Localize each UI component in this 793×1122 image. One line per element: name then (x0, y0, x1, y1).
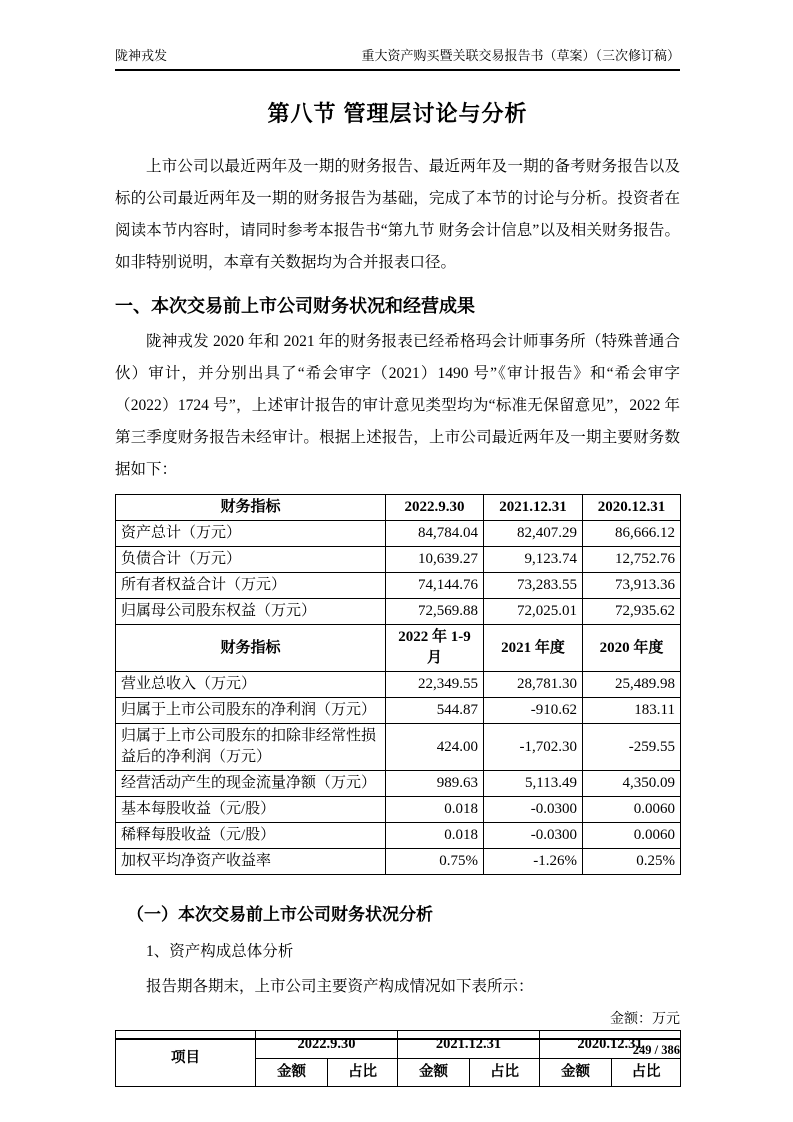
value-cell: -0.0300 (484, 797, 583, 823)
table-header-row (116, 625, 681, 672)
header-cell-period: 2020.12.31 (540, 1031, 681, 1059)
header-cell-item: 项目 (116, 1031, 256, 1087)
subheader-cell-amount: 金额 (256, 1059, 328, 1087)
subheader-cell-amount: 金额 (540, 1059, 612, 1087)
value-cell: 4,350.09 (583, 771, 681, 797)
header-cell: 2020 年度 (583, 625, 681, 672)
value-cell: -1,702.30 (484, 724, 583, 771)
header-cell-period: 2021.12.31 (398, 1031, 540, 1059)
value-cell: 84,784.04 (386, 521, 484, 547)
value-cell: 86,666.12 (583, 521, 681, 547)
value-cell: 10,639.27 (386, 547, 484, 573)
table-row (116, 521, 681, 547)
value-cell: 74,144.76 (386, 573, 484, 599)
value-cell: 28,781.30 (484, 672, 583, 698)
row-label-cell: 归属于上市公司股东的扣除非经常性损益后的净利润（万元） (116, 724, 386, 771)
row-label-cell: 所有者权益合计（万元） (116, 573, 386, 599)
table-row (116, 823, 681, 849)
header-cell: 2021.12.31 (484, 495, 583, 521)
financial-summary-table (115, 494, 681, 875)
header-cell: 2022.9.30 (386, 495, 484, 521)
header-cell: 2021 年度 (484, 625, 583, 672)
value-cell: 12,752.76 (583, 547, 681, 573)
header-cell: 2020.12.31 (583, 495, 681, 521)
value-cell: 424.00 (386, 724, 484, 771)
value-cell: -259.55 (583, 724, 681, 771)
row-label-cell: 经营活动产生的现金流量净额（万元） (116, 771, 386, 797)
value-cell: 22,349.55 (386, 672, 484, 698)
row-label-cell: 加权平均净资产收益率 (116, 849, 386, 875)
table-row (116, 698, 681, 724)
value-cell: 72,935.62 (583, 599, 681, 625)
header-cell: 财务指标 (116, 625, 386, 672)
value-cell: -0.0300 (484, 823, 583, 849)
heading-financial-status: 一、本次交易前上市公司财务状况和经营成果 (115, 296, 475, 316)
value-cell: 73,283.55 (484, 573, 583, 599)
header-company-name: 陇神戎发 (115, 48, 168, 63)
header-cell: 2022 年 1-9 月 (386, 625, 484, 672)
table-row (116, 573, 681, 599)
row-label-cell: 稀释每股收益（元/股） (116, 823, 386, 849)
audit-paragraph: 陇神戎发 2020 年和 2021 年的财务报表已经希格玛会计师事务所（特殊普通合伙）审计，并分别出具了“希会审字（2021）1490 号”《审计报告》和“希会审字（2022）1724 号”，上述审计报告的审计意见类型均为“标准无保留意见”，2022 年第三季度财务报告未经审计。根据上述报告，上市公司最近两年及一期主要财务数据如下： (115, 333, 680, 478)
table-row (116, 547, 681, 573)
value-cell: 0.0060 (583, 823, 681, 849)
subheading-asset-composition: 1、资产构成总体分析 (146, 943, 294, 960)
row-label-cell: 资产总计（万元） (116, 521, 386, 547)
subheader-cell-ratio: 占比 (470, 1059, 540, 1087)
header-doc-title: 重大资产购买暨关联交易报告书（草案）（三次修订稿） (361, 48, 680, 63)
lead-paragraph: 报告期各期末，上市公司主要资产构成情况如下表所示： (146, 978, 534, 995)
value-cell: 0.018 (386, 823, 484, 849)
value-cell: -1.26% (484, 849, 583, 875)
value-cell: 544.87 (386, 698, 484, 724)
value-cell: 82,407.29 (484, 521, 583, 547)
value-cell: 25,489.98 (583, 672, 681, 698)
value-cell: 72,025.01 (484, 599, 583, 625)
row-label-cell: 负债合计（万元） (116, 547, 386, 573)
page-number: 249 / 386 (632, 1043, 680, 1057)
subheader-cell-amount: 金额 (398, 1059, 470, 1087)
table-row (116, 771, 681, 797)
heading-financial-analysis: （一）本次交易前上市公司财务状况分析 (127, 905, 433, 924)
table-header-row (116, 495, 681, 521)
page-footer (115, 1038, 680, 1058)
value-cell: 0.0060 (583, 797, 681, 823)
table-row (116, 849, 681, 875)
section-title: 第八节 管理层讨论与分析 (267, 101, 528, 126)
header-cell: 财务指标 (116, 495, 386, 521)
table-row (116, 672, 681, 698)
subheader-cell-ratio: 占比 (612, 1059, 681, 1087)
value-cell: 0.75% (386, 849, 484, 875)
value-cell: 73,913.36 (583, 573, 681, 599)
value-cell: 5,113.49 (484, 771, 583, 797)
value-cell: 9,123.74 (484, 547, 583, 573)
header-cell-period: 2022.9.30 (256, 1031, 398, 1059)
value-cell: -910.62 (484, 698, 583, 724)
value-cell: 72,569.88 (386, 599, 484, 625)
intro-paragraph: 上市公司以最近两年及一期的财务报告、最近两年及一期的备考财务报告以及标的公司最近两年及一期的财务报告为基础，完成了本节的讨论与分析。投资者在阅读本节内容时，请同时参考本报告书“第九节 财务会计信息”以及相关财务报告。如非特别说明，本章有关数据均为合并报表口径。 (115, 158, 680, 271)
table-row (116, 797, 681, 823)
value-cell: 0.018 (386, 797, 484, 823)
page-header (115, 48, 680, 71)
table-row (116, 724, 681, 771)
value-cell: 183.11 (583, 698, 681, 724)
row-label-cell: 归属于上市公司股东的净利润（万元） (116, 698, 386, 724)
unit-note: 金额：万元 (610, 1012, 680, 1027)
row-label-cell: 归属母公司股东权益（万元） (116, 599, 386, 625)
value-cell: 989.63 (386, 771, 484, 797)
value-cell: 0.25% (583, 849, 681, 875)
row-label-cell: 基本每股收益（元/股） (116, 797, 386, 823)
table-row (116, 599, 681, 625)
row-label-cell: 营业总收入（万元） (116, 672, 386, 698)
subheader-cell-ratio: 占比 (328, 1059, 398, 1087)
